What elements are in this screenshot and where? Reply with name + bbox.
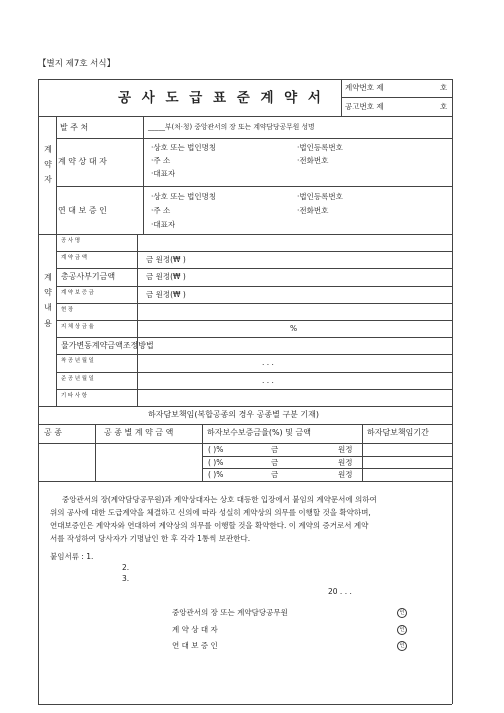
contract-row-label: 계 약 보 증 금 [61, 289, 94, 296]
attachment-item-3: 3. [122, 574, 130, 583]
contract-row-value[interactable]: . . . [262, 375, 274, 385]
frame-right [452, 79, 453, 704]
signature-contractor-label: 계 약 상 대 자 [172, 625, 218, 634]
contract-row-value[interactable]: 금 원정(₩ ) [146, 272, 186, 282]
contractor-rep-field: ·대표자 [151, 169, 176, 178]
contract-row-label: 지 체 상 금 율 [61, 324, 94, 330]
warranty-amount-suffix: 원정 [338, 470, 353, 480]
seal-icon: 인 [397, 625, 407, 635]
contract-row-value[interactable]: 금 원정(₩ ) [146, 255, 186, 265]
contract-row-label: 물가변동계약금액조정방법 [61, 341, 154, 351]
contract-number-label: 계약번호 제 [345, 83, 384, 92]
attachments-label: 붙임서류 : 1. [50, 552, 94, 561]
notice-number-label: 공고번호 제 [345, 102, 384, 111]
warranty-amount-prefix: 금 [271, 470, 279, 480]
contract-row-label: 계 약 금 액 [61, 255, 87, 262]
warranty-bottom [38, 481, 452, 482]
parties-side-label: 계 약 자 [44, 145, 52, 185]
body-line-3: 연대보증인은 계약자와 연대하여 계약상의 의무를 이행할 것을 확약한다. 이 계약의 증거로서 계약 [50, 521, 369, 530]
warranty-col-period: 하자담보책임기간 [367, 428, 429, 437]
contract-row-divider [56, 268, 452, 269]
contractor-phone-field: ·전화번호 [297, 156, 329, 165]
orderer-value: _____부(처·청) 중앙관서의 장 또는 계약담당공무원 성명 [148, 123, 315, 131]
warranty-amount-prefix: 금 [271, 457, 279, 467]
body-line-4: 서를 작성하여 당사자가 기명날인 한 후 각각 1통씩 보관한다. [50, 534, 251, 543]
contractor-regno-field: ·법인등록번호 [297, 143, 343, 152]
frame-bottom [38, 704, 452, 705]
contract-row-divider [56, 337, 452, 338]
warranty-col-3 [362, 424, 363, 481]
signature-guarantor-label: 연 대 보 증 인 [172, 641, 218, 650]
contract-row-divider [56, 286, 452, 287]
warranty-col-type: 공 종 [44, 428, 62, 437]
contract-row-divider [56, 354, 452, 355]
contractor-name-field: ·상호 또는 법인명칭 [151, 143, 217, 152]
contract-number-suffix: 호 [440, 83, 448, 92]
contractor-address-field: ·주 소 [151, 156, 171, 165]
warranty-col-2 [202, 424, 203, 481]
notice-number-suffix: 호 [440, 102, 448, 111]
orderer-bottom [56, 138, 452, 139]
title-bottom [38, 116, 452, 117]
guarantor-regno-field: ·법인등록번호 [297, 192, 343, 201]
form-tag: 【별지 제7호 서식】 [38, 59, 116, 69]
title-box-mid [341, 97, 452, 98]
warranty-amount-prefix: 금 [271, 445, 279, 454]
warranty-rate[interactable]: ( )% [208, 457, 224, 467]
contract-row-value[interactable]: % [290, 324, 298, 333]
contract-row-label: 공 사 명 [61, 238, 81, 244]
contractor-label: 계 약 상 대 자 [58, 157, 107, 166]
body-line-1: 중앙관서의 장(계약담당공무원)과 계약상대자는 상호 대등한 입장에서 붙임의 계약문서에 의하여 [62, 495, 377, 504]
warranty-header-bottom [38, 443, 452, 444]
contract-row-value[interactable]: . . . [262, 358, 274, 368]
contract-row-divider [56, 372, 452, 373]
warranty-amount-suffix: 원정 [338, 457, 353, 467]
contract-row-divider [56, 389, 452, 390]
contract-row-label: 착 공 년 월 일 [61, 358, 94, 365]
parties-side-divider [56, 116, 57, 234]
warranty-col-rate: 하자보수보증금율(%) 및 금액 [207, 428, 311, 437]
contract-date: 20 . . . [328, 587, 352, 596]
body-line-2: 위의 공사에 대한 도급계약을 체결하고 신의에 따라 성실히 계약상의 의무를 이행할 것을 확약하며, [50, 508, 371, 517]
warranty-heading-bottom [38, 424, 452, 425]
guarantor-name-field: ·상호 또는 법인명칭 [151, 192, 217, 201]
seal-icon: 인 [397, 641, 407, 651]
contract-row-value[interactable]: 금 원정(₩ ) [146, 289, 186, 299]
contract-row-divider [56, 251, 452, 252]
warranty-col-1 [95, 424, 96, 481]
parties-bottom [38, 234, 452, 235]
warranty-rate[interactable]: ( )% [208, 470, 224, 480]
signature-official-label: 중앙관서의 장 또는 계약담당공무원 [172, 608, 288, 617]
seal-icon: 인 [397, 608, 407, 618]
frame-left [38, 79, 39, 704]
contract-bottom [38, 406, 452, 407]
contract-row-label: 현 장 [61, 306, 74, 313]
guarantor-rep-field: ·대표자 [151, 220, 176, 229]
contract-row-label: 준 공 년 월 일 [61, 375, 94, 382]
guarantor-label: 연 대 보 증 인 [58, 206, 107, 215]
guarantor-address-field: ·주 소 [151, 206, 171, 215]
guarantor-phone-field: ·전화번호 [297, 206, 329, 215]
warranty-rate[interactable]: ( )% [208, 445, 224, 454]
warranty-col-amount: 공 종 별 계 약 금 액 [104, 428, 174, 437]
attachment-item-2: 2. [122, 563, 130, 572]
frame-top [38, 79, 452, 80]
orderer-label: 발 주 처 [60, 123, 89, 132]
warranty-row-divider [202, 456, 452, 457]
warranty-amount-suffix: 원정 [338, 445, 353, 454]
contract-row-label: 기 타 사 항 [61, 392, 87, 399]
parties-label-divider [143, 116, 144, 234]
warranty-row-divider [202, 468, 452, 469]
contract-row-divider [56, 303, 452, 304]
contract-row-label: 총공사부기금액 [61, 272, 116, 282]
contract-side-label: 계 약 내 용 [44, 273, 52, 328]
contractor-bottom [56, 186, 452, 187]
contract-row-divider [56, 320, 452, 321]
warranty-heading: 하자담보책임(복합공종의 경우 공종별 구분 기재) [148, 410, 319, 419]
document-title: 공 사 도 급 표 준 계 약 서 [118, 90, 324, 106]
